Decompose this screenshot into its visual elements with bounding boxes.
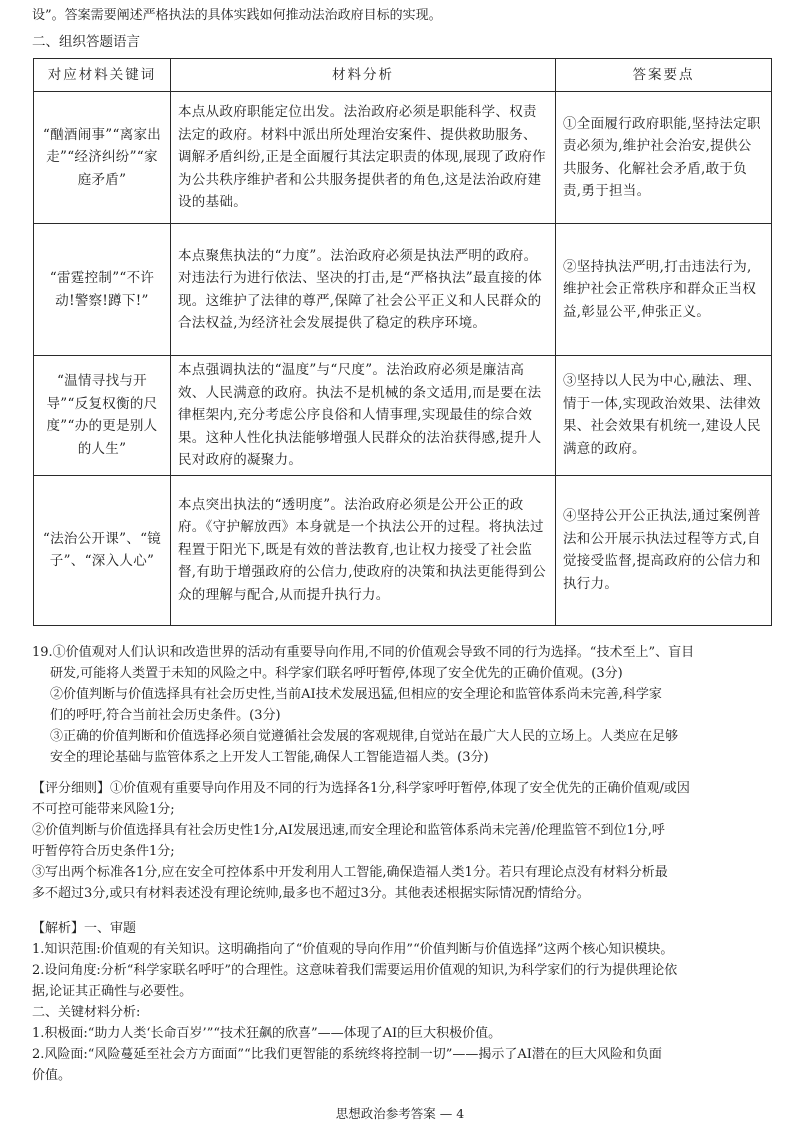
header-keywords: 对应材料关键词: [34, 59, 171, 92]
keywords-cell: “法治公开课”、“镜子”、“深入人心”: [34, 475, 171, 625]
scoring-line: 多不超过3分,或只有材料表述没有理论统帅,最多也不超过3分。其他表述根据实际情况酌情给分。: [32, 886, 590, 901]
point-cell: ④坚持公开公正执法,通过案例普法和公开展示执法过程等方式,自觉接受监督,提高政府的公信力和执行力。: [556, 475, 772, 625]
q19-line: 们的呼吁,符合当前社会历史条件。(3分): [50, 708, 281, 723]
analysis-line: 1.知识范围:价值观的有关知识。这明确指向了“价值观的导向作用”“价值判断与价值选择”这两个核心知识模块。: [32, 942, 674, 957]
keywords-cell: “酗酒闹事”“离家出走”“经济纠纷”“家庭矛盾”: [34, 92, 171, 224]
table-header-row: [34, 59, 772, 92]
keywords-cell: “温情寻找与开导”“反复权衡的尺度”“办的更是别人的人生”: [34, 356, 171, 476]
scoring-line: ②价值判断与价值选择具有社会历史性1分,AI发展迅速,而安全理论和监管体系尚未完善/伦理监管不到位1分,呼: [32, 823, 665, 838]
q19-line: 19.①价值观对人们认识和改造世界的活动有重要导向作用,不同的价值观会导致不同的行为选择。“技术至上”、盲目: [32, 645, 695, 660]
point-cell: ①全面履行政府职能,坚持法定职责必须为,维护社会治安,提供公共服务、化解社会矛盾,敢于负责,勇于担当。: [556, 92, 772, 224]
q19-line: 安全的理论基础与监管体系之上开发人工智能,确保人工智能造福人类。(3分): [50, 750, 489, 765]
analysis-line: 2.风险面:“风险蔓延至社会方方面面”“比我们更智能的系统终将控制一切”——揭示了AI潜在的巨大风险和负面: [32, 1047, 662, 1062]
analysis-cell: 本点突出执法的“透明度”。法治政府必须是公开公正的政府。《守护解放西》本身就是一个执法公开的过程。将执法过程置于阳光下,既是有效的普法教育,也让权力接受了社会监督,有助于增强政府的公信力,使政府的决策和执法更能得到公众的理解与配合,从而提升执行力。: [171, 475, 556, 625]
analysis-line: 2.设问角度:分析“科学家联名呼吁”的合理性。这意味着我们需要运用价值观的知识,为科学家们的行为提供理论依: [32, 963, 678, 978]
section-two-title: 二、组织答题语言: [32, 34, 140, 50]
scoring-rules: [32, 778, 774, 904]
intro-line: 设”。答案需要阐述严格执法的具体实践如何推动法治政府目标的实现。: [32, 8, 442, 23]
analysis-line: 1.积极面:“助力人类‘长命百岁’”“技术狂飙的欣喜”——体现了AI的巨大积极价值。: [32, 1026, 502, 1041]
page-footer: 思想政治参考答案 — 4: [335, 1106, 465, 1121]
header-analysis: 材料分析: [171, 59, 556, 92]
table-row: [34, 475, 772, 625]
analysis-cell: 本点聚焦执法的“力度”。法治政府必须是执法严明的政府。对违法行为进行依法、坚决的打击,是“严格执法”最直接的体现。这维护了法律的尊严,保障了社会公平正义和人民群众的合法权益,为经济社会发展提供了稳定的秩序环境。: [171, 224, 556, 356]
analysis-cell: 本点强调执法的“温度”与“尺度”。法治政府必须是廉洁高效、人民满意的政府。执法不是机械的条文适用,而是要在法律框架内,充分考虑公序良俗和人情事理,实现最佳的综合效果。这种人性化执法能够增强人民群众的法治获得感,提升人民对政府的凝聚力。: [171, 356, 556, 476]
table-row: [34, 356, 772, 476]
analysis-line: 二、关键材料分析:: [32, 1005, 141, 1020]
scoring-line: 不可控可能带来风险1分;: [32, 802, 175, 817]
analysis-line: 价值。: [32, 1068, 72, 1083]
header-points: 答案要点: [556, 59, 772, 92]
point-cell: ③坚持以人民为中心,融法、理、情于一体,实现政治效果、法律效果、社会效果有机统一,建设人民满意的政府。: [556, 356, 772, 476]
scoring-line: 吁暂停符合历史条件1分;: [32, 844, 175, 859]
q19-line: ②价值判断与价值选择具有社会历史性,当前AI技术发展迅猛,但相应的安全理论和监管体系尚未完善,科学家: [50, 687, 662, 702]
analysis-line: 【解析】一、审题: [32, 921, 137, 936]
table-row: [34, 224, 772, 356]
analysis-cell: 本点从政府职能定位出发。法治政府必须是职能科学、权责法定的政府。材料中派出所处理治安案件、提供救助服务、调解矛盾纠纷,正是全面履行其法定职责的体现,展现了政府作为公共秩序维护者和公共服务提供者的角色,这是法治政府建设的基础。: [171, 92, 556, 224]
question-19-answer: [32, 642, 774, 768]
q19-line: 研发,可能将人类置于未知的风险之中。科学家们联名呼吁暂停,体现了安全优先的正确价值观。(3分): [50, 666, 623, 681]
analysis-line: 据,论证其正确性与必要性。: [32, 984, 193, 999]
scoring-line: ③写出两个标准各1分,应在安全可控体系中开发利用人工智能,确保造福人类1分。若只有理论点没有材料分析最: [32, 865, 668, 880]
analysis-section: [32, 918, 774, 1086]
answer-table: [33, 58, 772, 626]
keywords-cell: “雷霆控制”“不许动!警察!蹲下!”: [34, 224, 171, 356]
q19-line: ③正确的价值判断和价值选择必须自觉遵循社会发展的客观规律,自觉站在最广大人民的立场上。人类应在足够: [50, 729, 679, 744]
point-cell: ②坚持执法严明,打击违法行为,维护社会正常秩序和群众正当权益,彰显公平,伸张正义。: [556, 224, 772, 356]
scoring-line: 【评分细则】①价值观有重要导向作用及不同的行为选择各1分,科学家呼吁暂停,体现了安全优先的正确价值观/或因: [32, 781, 690, 796]
table-row: [34, 92, 772, 224]
